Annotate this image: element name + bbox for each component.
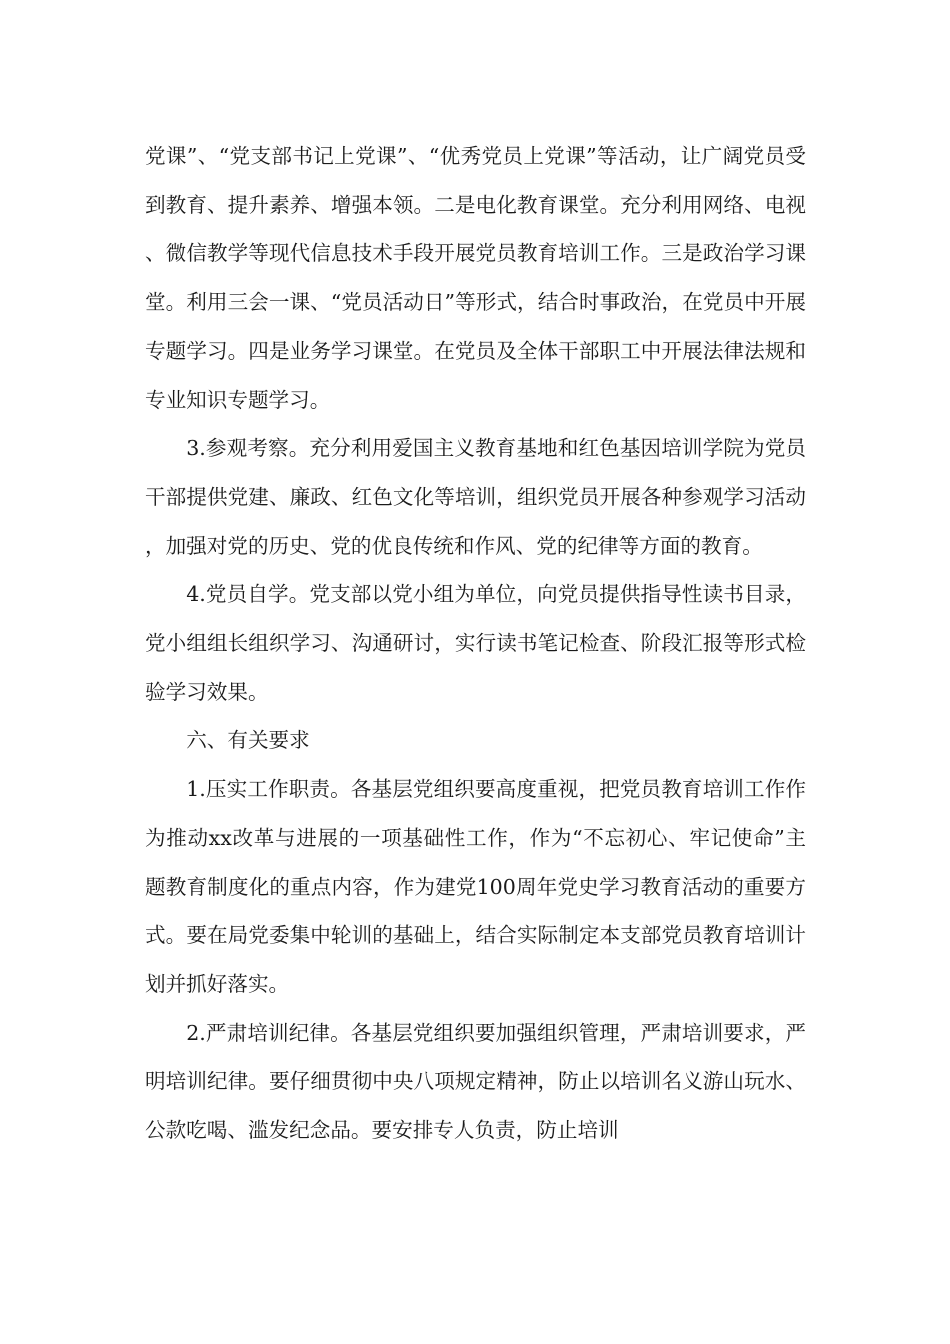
paragraph-self-study: 4.党员自学。党支部以党小组为单位，向党员提供指导性读书目录，党小组组长组织学习、沟通研讨，实行读书笔记检查、阶段汇报等形式检验学习效果。 xyxy=(145,582,806,704)
paragraph-continued-classroom-activities: 党课”、“党支部书记上党课”、“优秀党员上党课”等活动，让广阔党员受到教育、提升素养、增强本领。二是电化教育课堂。充分利用网络、电视、微信教学等现代信息技术手段开展党员教育培训工作。三是政治学习课堂。利用三会一课、“党员活动日”等形式，结合时事政治，在党员中开展专题学习。四是业务学习课堂。在党员及全体干部职工中开展法律法规和专业知识专题学习。 xyxy=(145,144,806,412)
paragraph-training-discipline: 2.严肃培训纪律。各基层党组织要加强组织管理，严肃培训要求，严明培训纪律。要仔细贯彻中央八项规定精神，防止以培训名义游山玩水、公款吃喝、滥发纪念品。要安排专人负责，防止培训 xyxy=(145,1020,806,1143)
section-heading-requirements: 六、有关要求 xyxy=(186,728,310,753)
document-body xyxy=(145,132,806,1155)
paragraph-site-visits: 3.参观考察。充分利用爱国主义教育基地和红色基因培训学院为党员干部提供党建、廉政、红色文化等培训，组织党员开展各种参观学习活动，加强对党的历史、党的优良传统和作风、党的纪律等方面的教育。 xyxy=(145,436,806,558)
paragraph-work-responsibility: 1.压实工作职责。各基层党组织要高度重视，把党员教育培训工作作为推动xx改革与进展的一项基础性工作，作为“不忘初心、牢记使命”主题教育制度化的重点内容，作为建党100周年党史学习教育活动的重要方式。要在局党委集中轮训的基础上，结合实际制定本支部党员教育培训计划并抓好落实。 xyxy=(145,777,806,996)
